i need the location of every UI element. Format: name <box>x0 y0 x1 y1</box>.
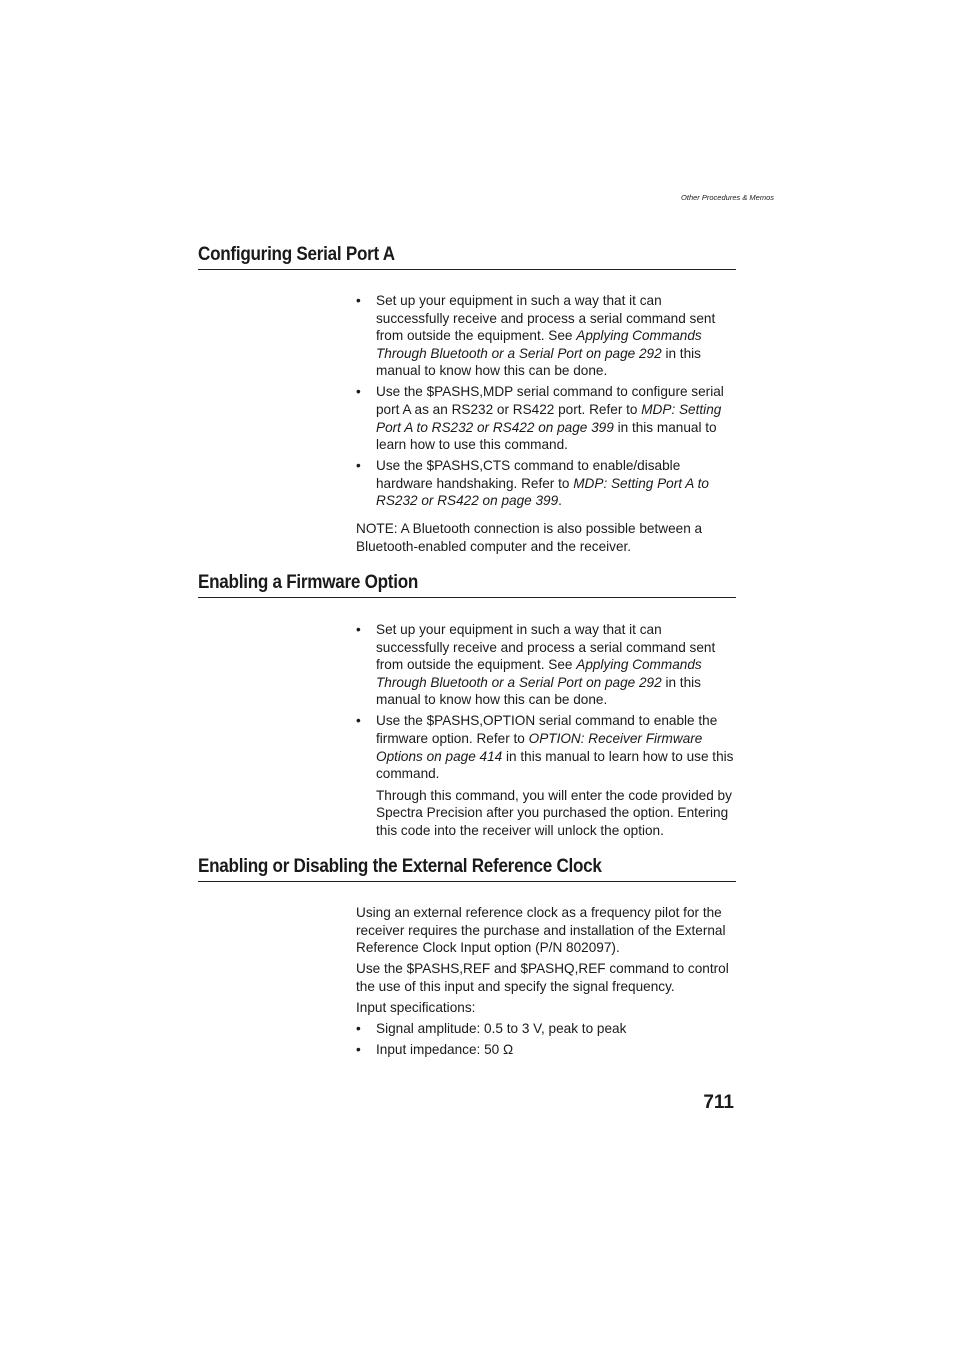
cross-reference: Applying Commands Through Bluetooth or a Serial Port on page 292 <box>376 328 702 361</box>
list-item: • Use the $PASHS,CTS command to enable/disable hardware handshaking. Refer to MDP: Setting Port A to RS232 or RS422 on page 399. <box>356 458 709 509</box>
page-number: 711 <box>703 1092 734 1113</box>
note-text: NOTE: A Bluetooth connection is also possible between a Bluetooth-enabled computer and the receiver. <box>356 520 703 554</box>
cross-reference: OPTION: Receiver Firmware Options on page 414 <box>376 730 703 764</box>
list-item: • Input impedance: 50 Ω <box>356 1041 514 1057</box>
list-item: • Signal amplitude: 0.5 to 3 V, peak to peak <box>356 1020 627 1036</box>
running-header: Other Procedures & Memos <box>681 193 774 202</box>
section-body-serial-port <box>356 292 738 558</box>
cross-reference: Applying Commands Through Bluetooth or a Serial Port on page 292 <box>376 657 702 690</box>
section-title: Enabling or Disabling the External Reference Clock <box>198 856 602 877</box>
section-heading-reference-clock <box>198 856 736 882</box>
paragraph: Input specifications: <box>356 999 476 1015</box>
cross-reference: MDP: Setting Port A to RS232 or RS422 on page 399 <box>376 475 709 509</box>
section-heading-firmware-option <box>198 572 736 598</box>
section-title: Enabling a Firmware Option <box>198 572 419 593</box>
paragraph: Use the $PASHS,REF and $PASHQ,REF command to control the use of this input and specify the signal frequency. <box>356 961 729 994</box>
section-heading-serial-port <box>198 244 736 270</box>
cross-reference: MDP: Setting Port A to RS232 or RS422 on page 399 <box>376 401 722 435</box>
list-item: • Use the $PASHS,MDP serial command to configure serial port A as an RS232 or RS422 port. Refer to MDP: Setting Port A to RS232 or RS422 on page 399 in this manual to learn how to use this command. <box>356 384 724 453</box>
section-title: Configuring Serial Port A <box>198 244 395 265</box>
section-body-reference-clock <box>356 904 738 1062</box>
list-item: • Use the $PASHS,OPTION serial command to enable the firmware option. Refer to OPTION: Receiver Firmware Options on page 414 in this manual to learn how to use this command. <box>356 713 734 782</box>
list-item: • Set up your equipment in such a way that it can successfully receive and process a serial command sent from outside the equipment. See Applying Commands Through Bluetooth or a Serial Port on page 292 in this manual to know how this can be done. <box>356 622 716 708</box>
followup-text: Through this command, you will enter the code provided by Spectra Precision after you purchased the option. Entering this code into the receiver will unlock the option. <box>376 787 732 838</box>
list-item: • Set up your equipment in such a way that it can successfully receive and process a serial command sent from outside the equipment. See Applying Commands Through Bluetooth or a Serial Port on page 292 in this manual to know how this can be done. <box>356 293 716 379</box>
paragraph: Using an external reference clock as a frequency pilot for the receiver requires the purchase and installation of the External Reference Clock Input option (P/N 802097). <box>356 905 726 956</box>
section-body-firmware-option <box>356 621 738 840</box>
